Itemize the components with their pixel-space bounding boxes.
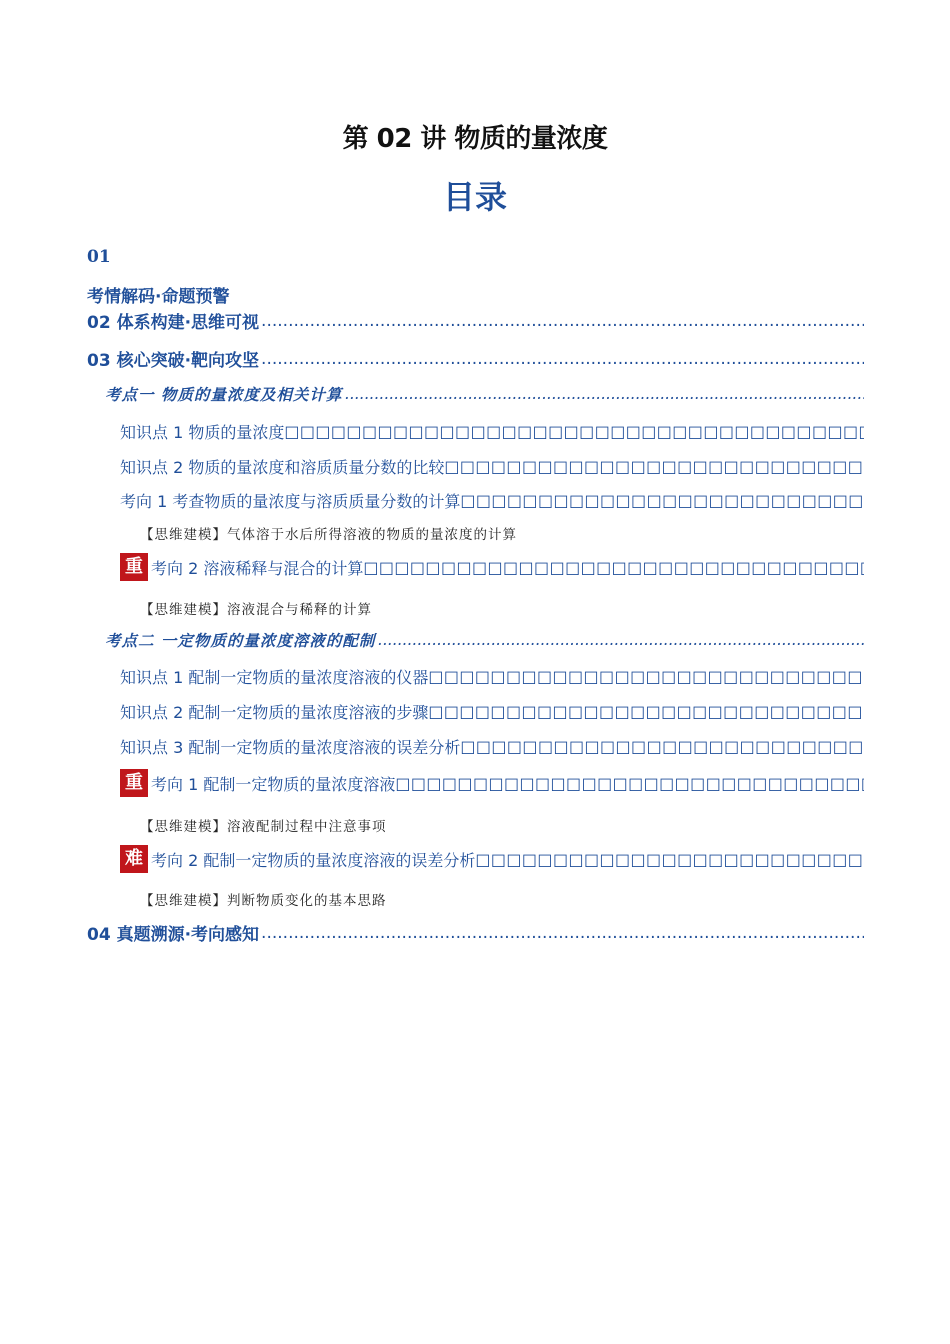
toc-k2-zhishidian-2-label: 知识点 2 配制一定物质的量浓度溶液的步骤	[120, 703, 429, 722]
toc-k1-kaoxiang-2-label: 考向 2 溶液稀释与混合的计算	[151, 558, 364, 578]
toc-k2-kaoxiang-2-label: 考向 2 配制一定物质的量浓度溶液的误差分析	[151, 850, 476, 870]
toc-note-text: 【思维建模】溶液混合与稀释的计算	[140, 602, 372, 618]
toc-k2-zhishidian-3[interactable]	[120, 735, 864, 758]
document-title: 第 02 讲 物质的量浓度	[342, 124, 608, 154]
toc-kaodian-2[interactable]	[105, 629, 864, 651]
toc-section-01[interactable]	[87, 282, 864, 307]
toc-heading: 目录	[442, 178, 507, 216]
toc-k1-zhishidian-2[interactable]	[120, 455, 864, 478]
toc-k1-zhishidian-2-label: 知识点 2 物质的量浓度和溶质质量分数的比较	[120, 458, 445, 477]
toc-k1-kaoxiang-1-note	[140, 523, 840, 543]
toc-leader-boxes	[428, 667, 864, 686]
toc-note-text: 【思维建模】溶液配制过程中注意事项	[140, 819, 387, 835]
toc-k1-kaoxiang-1-label: 考向 1 考查物质的量浓度与溶质质量分数的计算	[120, 492, 461, 511]
toc-k2-kaoxiang-1-note	[140, 815, 840, 835]
toc-section-02[interactable]	[87, 308, 864, 333]
toc-kaodian-2-label: 考点二 一定物质的量浓度溶液的配制	[105, 631, 376, 650]
toc-kaodian-1[interactable]	[105, 383, 864, 405]
toc-section-04-label: 04 真题溯源·考向感知	[87, 925, 260, 945]
toc-k2-zhishidian-1[interactable]	[120, 665, 864, 688]
toc-section-02-label: 02 体系构建·思维可视	[87, 313, 260, 333]
toc-section-03[interactable]	[87, 346, 864, 371]
toc-k2-zhishidian-3-label: 知识点 3 配制一定物质的量浓度溶液的误差分析	[120, 738, 461, 757]
toc-note-text: 【思维建模】气体溶于水后所得溶液的物质的量浓度的计算	[140, 527, 517, 543]
toc-k2-kaoxiang-2[interactable]	[120, 845, 864, 873]
toc-section-04[interactable]	[87, 920, 864, 945]
difficult-badge: 难	[120, 845, 148, 873]
toc-leader-dots	[261, 923, 864, 943]
toc-k2-kaoxiang-1[interactable]	[120, 769, 864, 797]
toc-section-01-num: 01	[87, 247, 111, 267]
toc-k1-kaoxiang-2-note	[140, 598, 840, 618]
toc-k2-kaoxiang-2-note	[140, 889, 840, 909]
important-badge: 重	[120, 769, 148, 797]
toc-leader-dots	[261, 349, 864, 369]
toc-k1-kaoxiang-2[interactable]	[120, 553, 864, 581]
toc-kaodian-1-label: 考点一 物质的量浓度及相关计算	[105, 385, 343, 404]
toc-k2-zhishidian-2[interactable]	[120, 700, 864, 723]
toc-leader-boxes	[460, 737, 864, 756]
toc-leader-boxes	[284, 422, 864, 441]
toc-section-01-label: 考情解码·命题预警	[87, 287, 230, 307]
toc-leader-dots	[377, 631, 864, 649]
toc-k1-zhishidian-1-label: 知识点 1 物质的量浓度	[120, 423, 285, 442]
toc-k1-kaoxiang-1[interactable]	[120, 489, 864, 512]
toc-leader-dots	[344, 385, 864, 403]
toc-leader-boxes	[475, 850, 864, 869]
toc-k1-zhishidian-1[interactable]	[120, 420, 864, 443]
toc-section-01-number[interactable]	[87, 247, 864, 267]
toc-leader-boxes	[363, 558, 864, 577]
important-badge: 重	[120, 553, 148, 581]
toc-k2-zhishidian-1-label: 知识点 1 配制一定物质的量浓度溶液的仪器	[120, 668, 429, 687]
toc-leader-dots	[261, 311, 864, 331]
toc-k2-kaoxiang-1-label: 考向 1 配制一定物质的量浓度溶液	[151, 774, 396, 794]
toc-leader-boxes	[460, 491, 864, 510]
toc-leader-boxes	[428, 702, 864, 721]
toc-note-text: 【思维建模】判断物质变化的基本思路	[140, 893, 387, 909]
toc-leader-boxes	[395, 774, 864, 793]
toc-section-03-label: 03 核心突破·靶向攻坚	[87, 351, 260, 371]
toc-leader-boxes	[444, 457, 864, 476]
